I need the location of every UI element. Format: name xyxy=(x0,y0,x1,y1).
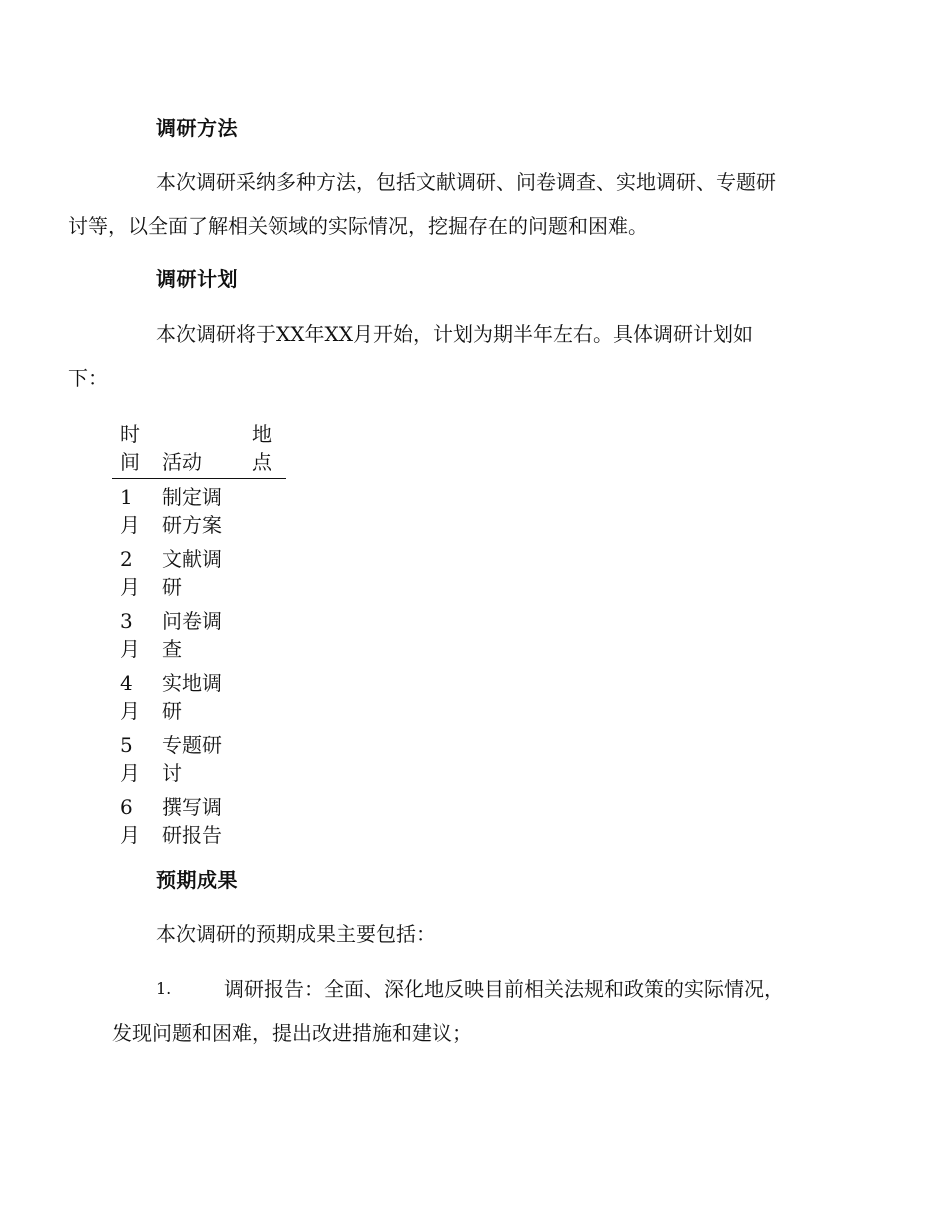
schedule-table xyxy=(112,418,286,855)
row-time: 3 月 xyxy=(120,609,140,661)
row-time: 2 月 xyxy=(120,547,140,599)
row-activity: 撰写调 研报告 xyxy=(162,795,222,847)
results-intro xyxy=(112,912,832,956)
list-item-line-2: 发现问题和困难，提出改进措施和建议； xyxy=(112,1021,472,1045)
header-time: 时 间 xyxy=(120,422,140,474)
schedule-header-row xyxy=(112,418,286,479)
row-time: 1 月 xyxy=(120,485,140,537)
header-activity: 活动 xyxy=(162,450,202,474)
table-row xyxy=(112,731,286,793)
list-item-line-1: 调研报告：全面、深化地反映目前相关法规和政策的实际情况， xyxy=(224,977,784,1001)
row-activity: 问卷调 查 xyxy=(162,609,222,661)
results-intro-line: 本次调研的预期成果主要包括： xyxy=(156,922,436,946)
section-heading-plan: 调研计划 xyxy=(156,267,238,291)
table-row xyxy=(112,483,286,545)
row-activity: 专题研 讨 xyxy=(162,733,222,785)
list-item xyxy=(112,967,832,1055)
row-activity: 实地调 研 xyxy=(162,671,222,723)
header-place: 地 点 xyxy=(252,422,272,474)
method-paragraph xyxy=(68,160,832,248)
row-time: 6 月 xyxy=(120,795,140,847)
plan-paragraph-line-2: 下： xyxy=(68,366,108,390)
section-heading-method: 调研方法 xyxy=(156,116,238,140)
table-row xyxy=(112,607,286,669)
row-activity: 文献调 研 xyxy=(162,547,222,599)
list-item-number: 1. xyxy=(156,979,172,998)
table-row xyxy=(112,545,286,607)
method-paragraph-line-1: 本次调研采纳多种方法，包括文献调研、问卷调查、实地调研、专题研 xyxy=(156,170,776,194)
row-time: 5 月 xyxy=(120,733,140,785)
table-row xyxy=(112,793,286,855)
section-heading-results: 预期成果 xyxy=(156,868,238,892)
row-time: 4 月 xyxy=(120,671,140,723)
row-activity: 制定调 研方案 xyxy=(162,485,222,537)
plan-paragraph-line-1: 本次调研将于XX年XX月开始，计划为期半年左右。具体调研计划如 xyxy=(156,322,753,346)
plan-paragraph xyxy=(68,312,832,400)
method-paragraph-line-2: 讨等，以全面了解相关领域的实际情况，挖掘存在的问题和困难。 xyxy=(68,214,648,238)
table-row xyxy=(112,669,286,731)
